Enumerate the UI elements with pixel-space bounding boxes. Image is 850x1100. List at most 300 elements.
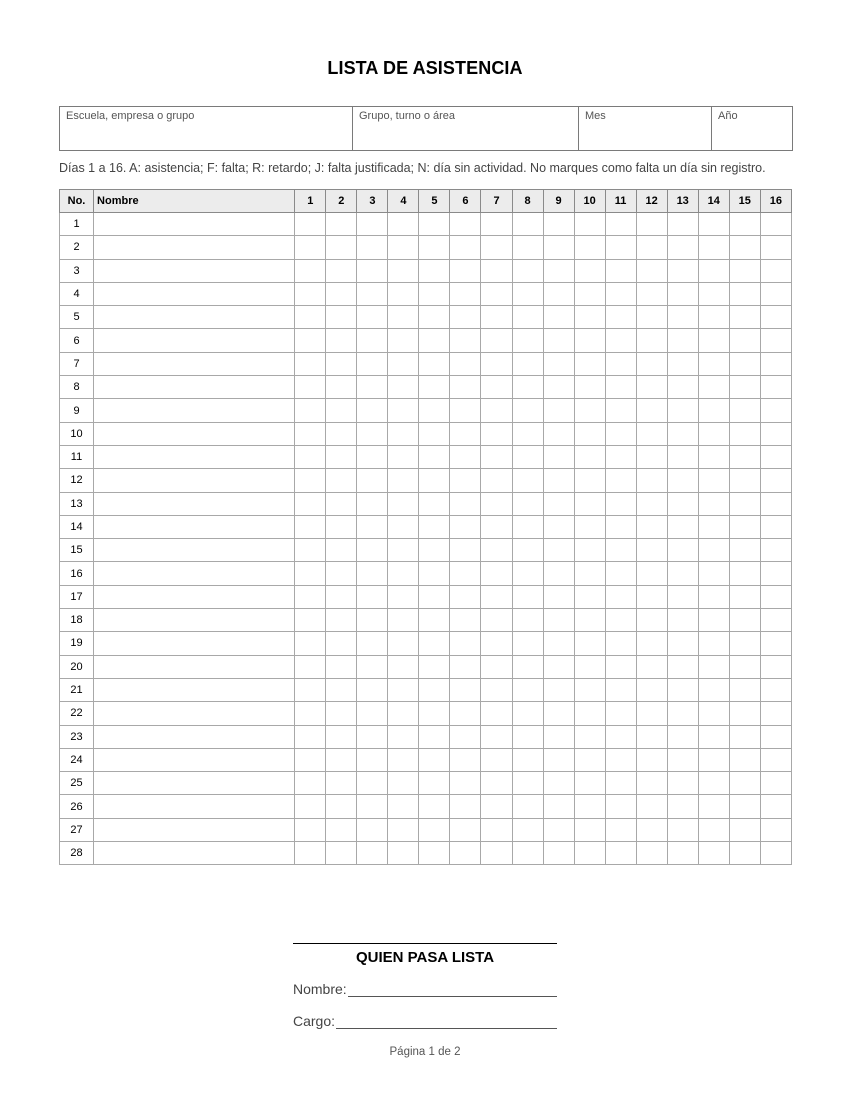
- day-cell[interactable]: [419, 748, 450, 771]
- day-cell[interactable]: [667, 329, 698, 352]
- day-cell[interactable]: [729, 818, 760, 841]
- day-cell[interactable]: [388, 376, 419, 399]
- day-cell[interactable]: [295, 445, 326, 468]
- name-cell[interactable]: [94, 329, 295, 352]
- day-cell[interactable]: [481, 655, 512, 678]
- day-cell[interactable]: [543, 515, 574, 538]
- day-cell[interactable]: [605, 748, 636, 771]
- day-cell[interactable]: [636, 399, 667, 422]
- day-cell[interactable]: [760, 282, 791, 305]
- day-cell[interactable]: [760, 492, 791, 515]
- day-cell[interactable]: [326, 445, 357, 468]
- day-cell[interactable]: [698, 655, 729, 678]
- day-cell[interactable]: [357, 818, 388, 841]
- day-cell[interactable]: [760, 609, 791, 632]
- day-cell[interactable]: [729, 213, 760, 236]
- day-cell[interactable]: [698, 748, 729, 771]
- day-cell[interactable]: [729, 632, 760, 655]
- day-cell[interactable]: [605, 655, 636, 678]
- day-cell[interactable]: [419, 632, 450, 655]
- day-cell[interactable]: [481, 818, 512, 841]
- day-cell[interactable]: [760, 376, 791, 399]
- day-cell[interactable]: [419, 725, 450, 748]
- day-cell[interactable]: [729, 259, 760, 282]
- day-cell[interactable]: [667, 725, 698, 748]
- day-cell[interactable]: [512, 678, 543, 701]
- day-cell[interactable]: [636, 655, 667, 678]
- day-cell[interactable]: [481, 702, 512, 725]
- day-cell[interactable]: [419, 469, 450, 492]
- day-cell[interactable]: [481, 399, 512, 422]
- name-cell[interactable]: [94, 842, 295, 865]
- day-cell[interactable]: [357, 539, 388, 562]
- day-cell[interactable]: [667, 376, 698, 399]
- day-cell[interactable]: [326, 376, 357, 399]
- day-cell[interactable]: [481, 352, 512, 375]
- day-cell[interactable]: [295, 352, 326, 375]
- day-cell[interactable]: [729, 702, 760, 725]
- day-cell[interactable]: [760, 329, 791, 352]
- day-cell[interactable]: [760, 352, 791, 375]
- day-cell[interactable]: [543, 632, 574, 655]
- day-cell[interactable]: [357, 492, 388, 515]
- day-cell[interactable]: [481, 376, 512, 399]
- day-cell[interactable]: [326, 399, 357, 422]
- day-cell[interactable]: [605, 259, 636, 282]
- day-cell[interactable]: [450, 422, 481, 445]
- day-cell[interactable]: [388, 515, 419, 538]
- day-cell[interactable]: [760, 842, 791, 865]
- day-cell[interactable]: [667, 422, 698, 445]
- day-cell[interactable]: [729, 236, 760, 259]
- day-cell[interactable]: [512, 399, 543, 422]
- day-cell[interactable]: [388, 632, 419, 655]
- day-cell[interactable]: [295, 329, 326, 352]
- day-cell[interactable]: [543, 282, 574, 305]
- day-cell[interactable]: [481, 562, 512, 585]
- day-cell[interactable]: [419, 678, 450, 701]
- day-cell[interactable]: [512, 818, 543, 841]
- day-cell[interactable]: [605, 352, 636, 375]
- day-cell[interactable]: [481, 539, 512, 562]
- day-cell[interactable]: [388, 422, 419, 445]
- day-cell[interactable]: [512, 725, 543, 748]
- name-cell[interactable]: [94, 562, 295, 585]
- day-cell[interactable]: [729, 469, 760, 492]
- name-cell[interactable]: [94, 609, 295, 632]
- day-cell[interactable]: [667, 818, 698, 841]
- day-cell[interactable]: [450, 399, 481, 422]
- day-cell[interactable]: [698, 352, 729, 375]
- day-cell[interactable]: [450, 445, 481, 468]
- day-cell[interactable]: [605, 795, 636, 818]
- day-cell[interactable]: [574, 702, 605, 725]
- day-cell[interactable]: [574, 445, 605, 468]
- day-cell[interactable]: [636, 678, 667, 701]
- day-cell[interactable]: [326, 329, 357, 352]
- day-cell[interactable]: [326, 725, 357, 748]
- day-cell[interactable]: [450, 236, 481, 259]
- day-cell[interactable]: [357, 422, 388, 445]
- day-cell[interactable]: [419, 445, 450, 468]
- day-cell[interactable]: [636, 213, 667, 236]
- day-cell[interactable]: [357, 399, 388, 422]
- day-cell[interactable]: [760, 818, 791, 841]
- day-cell[interactable]: [729, 376, 760, 399]
- day-cell[interactable]: [667, 655, 698, 678]
- day-cell[interactable]: [357, 562, 388, 585]
- day-cell[interactable]: [481, 422, 512, 445]
- day-cell[interactable]: [605, 678, 636, 701]
- name-cell[interactable]: [94, 818, 295, 841]
- day-cell[interactable]: [698, 772, 729, 795]
- day-cell[interactable]: [512, 445, 543, 468]
- day-cell[interactable]: [295, 213, 326, 236]
- day-cell[interactable]: [295, 492, 326, 515]
- day-cell[interactable]: [729, 748, 760, 771]
- day-cell[interactable]: [605, 492, 636, 515]
- day-cell[interactable]: [481, 748, 512, 771]
- day-cell[interactable]: [450, 282, 481, 305]
- day-cell[interactable]: [698, 376, 729, 399]
- day-cell[interactable]: [667, 236, 698, 259]
- day-cell[interactable]: [357, 609, 388, 632]
- day-cell[interactable]: [574, 213, 605, 236]
- day-cell[interactable]: [698, 632, 729, 655]
- day-cell[interactable]: [543, 842, 574, 865]
- day-cell[interactable]: [326, 772, 357, 795]
- name-cell[interactable]: [94, 376, 295, 399]
- day-cell[interactable]: [698, 469, 729, 492]
- day-cell[interactable]: [636, 795, 667, 818]
- day-cell[interactable]: [512, 422, 543, 445]
- day-cell[interactable]: [543, 562, 574, 585]
- day-cell[interactable]: [760, 678, 791, 701]
- day-cell[interactable]: [698, 842, 729, 865]
- day-cell[interactable]: [481, 236, 512, 259]
- day-cell[interactable]: [388, 772, 419, 795]
- day-cell[interactable]: [760, 213, 791, 236]
- day-cell[interactable]: [388, 795, 419, 818]
- day-cell[interactable]: [326, 842, 357, 865]
- day-cell[interactable]: [574, 539, 605, 562]
- day-cell[interactable]: [574, 772, 605, 795]
- day-cell[interactable]: [450, 842, 481, 865]
- day-cell[interactable]: [698, 329, 729, 352]
- day-cell[interactable]: [512, 539, 543, 562]
- day-cell[interactable]: [450, 376, 481, 399]
- day-cell[interactable]: [605, 772, 636, 795]
- day-cell[interactable]: [419, 352, 450, 375]
- day-cell[interactable]: [481, 515, 512, 538]
- day-cell[interactable]: [295, 399, 326, 422]
- day-cell[interactable]: [636, 585, 667, 608]
- day-cell[interactable]: [357, 842, 388, 865]
- day-cell[interactable]: [512, 352, 543, 375]
- day-cell[interactable]: [698, 213, 729, 236]
- day-cell[interactable]: [667, 515, 698, 538]
- day-cell[interactable]: [760, 702, 791, 725]
- day-cell[interactable]: [605, 213, 636, 236]
- day-cell[interactable]: [295, 539, 326, 562]
- name-cell[interactable]: [94, 445, 295, 468]
- day-cell[interactable]: [326, 492, 357, 515]
- day-cell[interactable]: [481, 842, 512, 865]
- day-cell[interactable]: [512, 842, 543, 865]
- day-cell[interactable]: [357, 306, 388, 329]
- day-cell[interactable]: [574, 282, 605, 305]
- day-cell[interactable]: [667, 352, 698, 375]
- day-cell[interactable]: [729, 515, 760, 538]
- day-cell[interactable]: [419, 818, 450, 841]
- day-cell[interactable]: [760, 399, 791, 422]
- day-cell[interactable]: [450, 748, 481, 771]
- name-cell[interactable]: [94, 725, 295, 748]
- day-cell[interactable]: [698, 702, 729, 725]
- day-cell[interactable]: [636, 282, 667, 305]
- day-cell[interactable]: [388, 492, 419, 515]
- day-cell[interactable]: [574, 818, 605, 841]
- day-cell[interactable]: [543, 213, 574, 236]
- day-cell[interactable]: [419, 259, 450, 282]
- name-cell[interactable]: [94, 282, 295, 305]
- day-cell[interactable]: [419, 329, 450, 352]
- day-cell[interactable]: [512, 632, 543, 655]
- day-cell[interactable]: [357, 632, 388, 655]
- day-cell[interactable]: [636, 236, 667, 259]
- day-cell[interactable]: [543, 329, 574, 352]
- day-cell[interactable]: [295, 469, 326, 492]
- day-cell[interactable]: [357, 236, 388, 259]
- day-cell[interactable]: [760, 725, 791, 748]
- day-cell[interactable]: [512, 492, 543, 515]
- day-cell[interactable]: [388, 609, 419, 632]
- day-cell[interactable]: [512, 236, 543, 259]
- day-cell[interactable]: [326, 748, 357, 771]
- day-cell[interactable]: [667, 702, 698, 725]
- day-cell[interactable]: [357, 585, 388, 608]
- day-cell[interactable]: [667, 399, 698, 422]
- day-cell[interactable]: [326, 259, 357, 282]
- day-cell[interactable]: [512, 609, 543, 632]
- day-cell[interactable]: [729, 492, 760, 515]
- day-cell[interactable]: [295, 376, 326, 399]
- day-cell[interactable]: [543, 725, 574, 748]
- day-cell[interactable]: [543, 818, 574, 841]
- day-cell[interactable]: [729, 678, 760, 701]
- day-cell[interactable]: [450, 609, 481, 632]
- day-cell[interactable]: [636, 445, 667, 468]
- day-cell[interactable]: [605, 702, 636, 725]
- day-cell[interactable]: [574, 306, 605, 329]
- day-cell[interactable]: [326, 306, 357, 329]
- day-cell[interactable]: [388, 539, 419, 562]
- day-cell[interactable]: [481, 795, 512, 818]
- day-cell[interactable]: [605, 632, 636, 655]
- day-cell[interactable]: [698, 259, 729, 282]
- day-cell[interactable]: [388, 469, 419, 492]
- day-cell[interactable]: [636, 259, 667, 282]
- day-cell[interactable]: [698, 422, 729, 445]
- day-cell[interactable]: [574, 352, 605, 375]
- day-cell[interactable]: [698, 818, 729, 841]
- day-cell[interactable]: [326, 609, 357, 632]
- day-cell[interactable]: [543, 748, 574, 771]
- day-cell[interactable]: [326, 818, 357, 841]
- day-cell[interactable]: [729, 539, 760, 562]
- day-cell[interactable]: [450, 259, 481, 282]
- day-cell[interactable]: [512, 772, 543, 795]
- day-cell[interactable]: [357, 678, 388, 701]
- day-cell[interactable]: [543, 469, 574, 492]
- day-cell[interactable]: [729, 445, 760, 468]
- day-cell[interactable]: [667, 539, 698, 562]
- day-cell[interactable]: [698, 678, 729, 701]
- day-cell[interactable]: [760, 422, 791, 445]
- name-cell[interactable]: [94, 678, 295, 701]
- day-cell[interactable]: [295, 562, 326, 585]
- day-cell[interactable]: [760, 585, 791, 608]
- day-cell[interactable]: [543, 422, 574, 445]
- day-cell[interactable]: [698, 399, 729, 422]
- name-cell[interactable]: [94, 748, 295, 771]
- name-cell[interactable]: [94, 399, 295, 422]
- day-cell[interactable]: [357, 655, 388, 678]
- day-cell[interactable]: [388, 818, 419, 841]
- day-cell[interactable]: [326, 469, 357, 492]
- day-cell[interactable]: [481, 609, 512, 632]
- name-cell[interactable]: [94, 259, 295, 282]
- day-cell[interactable]: [388, 259, 419, 282]
- day-cell[interactable]: [543, 609, 574, 632]
- day-cell[interactable]: [419, 306, 450, 329]
- day-cell[interactable]: [698, 236, 729, 259]
- day-cell[interactable]: [729, 329, 760, 352]
- day-cell[interactable]: [357, 702, 388, 725]
- day-cell[interactable]: [543, 655, 574, 678]
- day-cell[interactable]: [326, 702, 357, 725]
- day-cell[interactable]: [512, 748, 543, 771]
- day-cell[interactable]: [636, 329, 667, 352]
- day-cell[interactable]: [512, 213, 543, 236]
- day-cell[interactable]: [388, 282, 419, 305]
- day-cell[interactable]: [295, 609, 326, 632]
- day-cell[interactable]: [605, 562, 636, 585]
- day-cell[interactable]: [543, 306, 574, 329]
- day-cell[interactable]: [636, 748, 667, 771]
- name-cell[interactable]: [94, 306, 295, 329]
- day-cell[interactable]: [450, 655, 481, 678]
- day-cell[interactable]: [388, 655, 419, 678]
- day-cell[interactable]: [450, 678, 481, 701]
- day-cell[interactable]: [295, 842, 326, 865]
- day-cell[interactable]: [698, 725, 729, 748]
- day-cell[interactable]: [419, 772, 450, 795]
- day-cell[interactable]: [450, 469, 481, 492]
- day-cell[interactable]: [667, 469, 698, 492]
- day-cell[interactable]: [574, 236, 605, 259]
- month-field[interactable]: [579, 107, 712, 151]
- day-cell[interactable]: [543, 795, 574, 818]
- day-cell[interactable]: [419, 655, 450, 678]
- day-cell[interactable]: [481, 492, 512, 515]
- day-cell[interactable]: [636, 818, 667, 841]
- day-cell[interactable]: [388, 702, 419, 725]
- day-cell[interactable]: [667, 842, 698, 865]
- day-cell[interactable]: [326, 515, 357, 538]
- name-cell[interactable]: [94, 585, 295, 608]
- day-cell[interactable]: [729, 562, 760, 585]
- day-cell[interactable]: [295, 422, 326, 445]
- day-cell[interactable]: [357, 329, 388, 352]
- day-cell[interactable]: [698, 539, 729, 562]
- day-cell[interactable]: [698, 609, 729, 632]
- day-cell[interactable]: [295, 818, 326, 841]
- day-cell[interactable]: [667, 609, 698, 632]
- day-cell[interactable]: [326, 539, 357, 562]
- day-cell[interactable]: [326, 352, 357, 375]
- name-cell[interactable]: [94, 515, 295, 538]
- day-cell[interactable]: [605, 376, 636, 399]
- day-cell[interactable]: [543, 399, 574, 422]
- day-cell[interactable]: [388, 352, 419, 375]
- day-cell[interactable]: [419, 399, 450, 422]
- day-cell[interactable]: [543, 259, 574, 282]
- day-cell[interactable]: [357, 352, 388, 375]
- school-field[interactable]: [60, 107, 353, 151]
- day-cell[interactable]: [450, 562, 481, 585]
- name-cell[interactable]: [94, 655, 295, 678]
- day-cell[interactable]: [667, 445, 698, 468]
- day-cell[interactable]: [698, 795, 729, 818]
- day-cell[interactable]: [605, 515, 636, 538]
- day-cell[interactable]: [636, 469, 667, 492]
- day-cell[interactable]: [636, 609, 667, 632]
- day-cell[interactable]: [574, 632, 605, 655]
- name-cell[interactable]: [94, 539, 295, 562]
- day-cell[interactable]: [605, 609, 636, 632]
- day-cell[interactable]: [450, 492, 481, 515]
- day-cell[interactable]: [295, 702, 326, 725]
- day-cell[interactable]: [481, 678, 512, 701]
- day-cell[interactable]: [481, 445, 512, 468]
- day-cell[interactable]: [419, 562, 450, 585]
- day-cell[interactable]: [450, 702, 481, 725]
- day-cell[interactable]: [729, 399, 760, 422]
- day-cell[interactable]: [729, 795, 760, 818]
- day-cell[interactable]: [357, 376, 388, 399]
- day-cell[interactable]: [481, 329, 512, 352]
- day-cell[interactable]: [481, 725, 512, 748]
- day-cell[interactable]: [388, 236, 419, 259]
- day-cell[interactable]: [574, 515, 605, 538]
- day-cell[interactable]: [574, 609, 605, 632]
- day-cell[interactable]: [667, 306, 698, 329]
- day-cell[interactable]: [450, 515, 481, 538]
- day-cell[interactable]: [698, 445, 729, 468]
- day-cell[interactable]: [574, 842, 605, 865]
- day-cell[interactable]: [760, 539, 791, 562]
- day-cell[interactable]: [357, 725, 388, 748]
- name-cell[interactable]: [94, 469, 295, 492]
- day-cell[interactable]: [326, 422, 357, 445]
- day-cell[interactable]: [667, 259, 698, 282]
- day-cell[interactable]: [295, 306, 326, 329]
- day-cell[interactable]: [326, 213, 357, 236]
- day-cell[interactable]: [481, 306, 512, 329]
- day-cell[interactable]: [543, 376, 574, 399]
- day-cell[interactable]: [481, 282, 512, 305]
